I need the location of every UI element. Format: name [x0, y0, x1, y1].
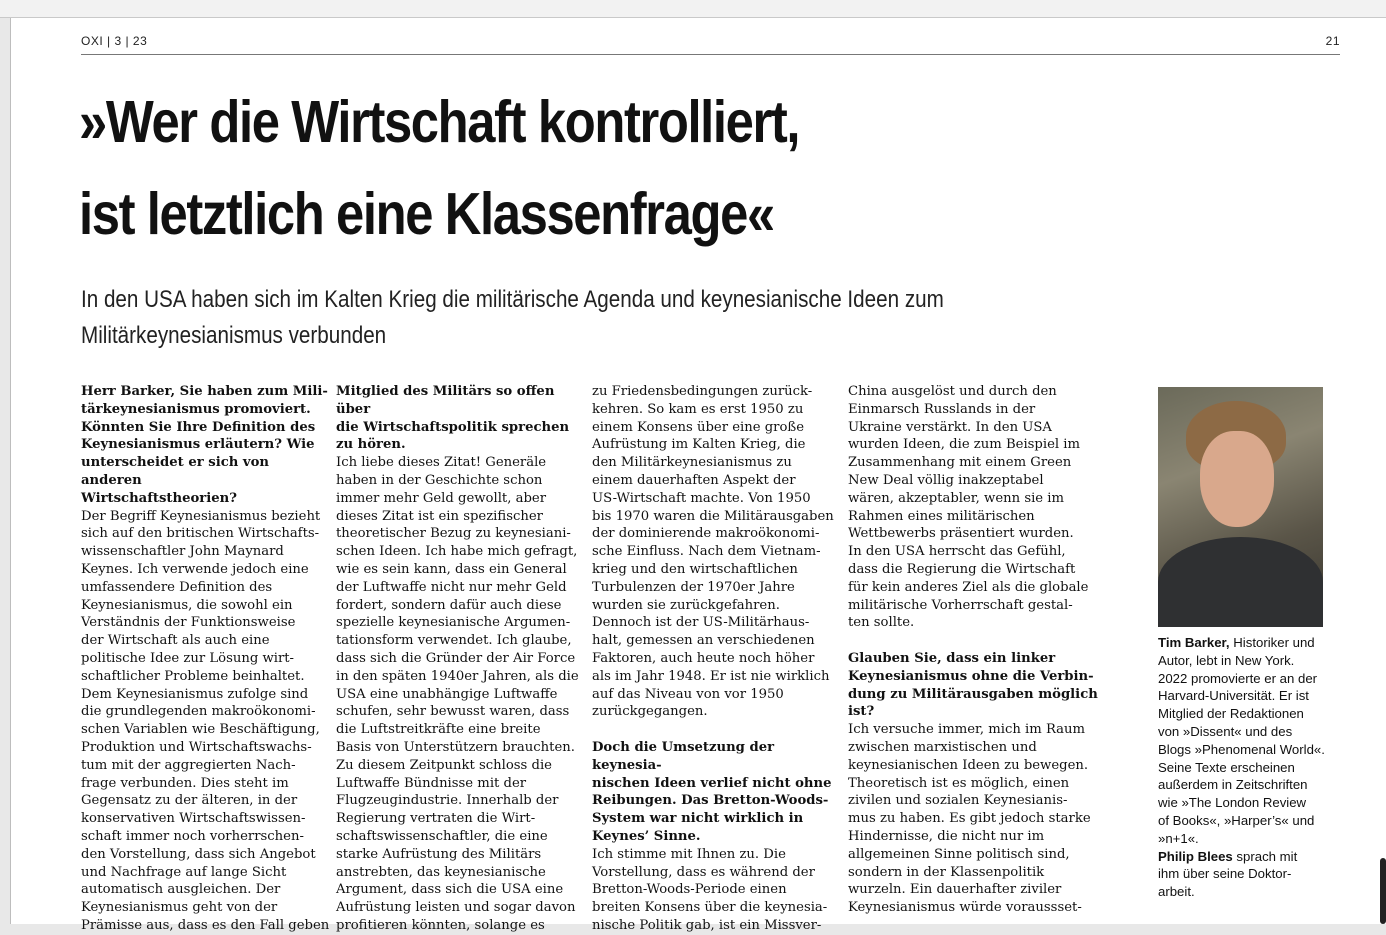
bio-text: Mitglied der Redaktionen — [1158, 706, 1304, 722]
question-line: Keynes’ Sinne. — [592, 828, 701, 844]
question-line: ist? — [848, 704, 875, 720]
question-line: Könnten Sie Ihre Definition des — [81, 419, 316, 435]
bio-line — [1158, 652, 1328, 670]
subtitle-line-2: Militärkeynesianismus verbunden — [81, 322, 387, 349]
answer-line: US-Wirtschaft machte. Von 1950 — [592, 490, 811, 506]
answer-line: in den späten 1940er Jahren, als die — [336, 668, 579, 684]
answer-line: wären, akzeptabler, wenn sie im — [848, 490, 1065, 506]
bio-text: Harvard-Universität. Er ist — [1158, 688, 1309, 704]
answer-line: Keynesianismus geht von der — [81, 900, 278, 916]
question-line: die Wirtschaftspolitik sprechen — [336, 419, 570, 435]
bio-line — [1158, 883, 1328, 901]
author-photo — [1158, 387, 1323, 608]
answer-line: Ich stimme mit Ihnen zu. Die — [592, 846, 786, 862]
answer-line: breiten Konsens über die keynesia- — [592, 900, 828, 916]
question-line: Keynesianismus ohne die Verbin- — [848, 668, 1094, 684]
answer-line: Flugzeugindustrie. Innerhalb der — [336, 793, 559, 809]
answer-line: Zusammenhang mit einem Green — [848, 455, 1072, 471]
answer-line: mus zu haben. Es gibt jedoch starke — [848, 811, 1091, 827]
answer-line: Einmarsch Russlands in der — [848, 401, 1036, 417]
question-line: zu hören. — [336, 437, 406, 453]
scrollbar-thumb[interactable] — [1380, 858, 1386, 924]
answer-line: zwischen marxistischen und — [848, 739, 1037, 755]
bio-text: 2022 promovierte er an der — [1158, 670, 1318, 686]
answer-line: einem Konsens über eine große — [592, 419, 805, 435]
bio-line — [1158, 830, 1328, 848]
answer-line: Luftwaffe Bündnisse mit der — [336, 775, 527, 791]
answer-line: als im Jahr 1948. Er ist nie wirklich — [592, 668, 830, 684]
magazine-page — [10, 18, 1386, 933]
answer-line: Rahmen eines militärischen — [848, 508, 1035, 524]
answer-line: automatisch ausgleichen. Der — [81, 882, 281, 898]
answer-line: Aufrüstung im Kalten Krieg, die — [592, 437, 806, 453]
answer-line: Regierung vertraten die Wirt- — [336, 811, 536, 827]
answer-line: Wettbewerbs präsentiert wurden. — [848, 526, 1074, 542]
bio-line — [1158, 812, 1328, 830]
answer-line: halt, gemessen an verschiedenen — [592, 633, 815, 649]
answer-line: zurückgegangen. — [592, 704, 708, 720]
bio-text: Autor, lebt in New York. — [1158, 652, 1295, 668]
folio-issue: OXI | 3 | 23 — [81, 34, 148, 48]
answer-line: Ich versuche immer, mich im Raum — [848, 722, 1086, 738]
bio-text: außerdem in Zeitschriften — [1158, 777, 1308, 793]
answer-line: schaft immer noch vorherrschen- — [81, 828, 304, 844]
subtitle-line-1: In den USA haben sich im Kalten Krieg die militärische Agenda und keynesianische Ideen zum — [81, 286, 944, 313]
question-line: nischen Ideen verlief nicht ohne — [592, 775, 832, 791]
answer-line: Hindernisse, die nicht nur im — [848, 828, 1045, 844]
answer-line: dieses Zitat ist ein spezifischer — [336, 508, 543, 524]
bio-line — [1158, 794, 1328, 812]
bio-text: of Books«, »Harper’s« und — [1158, 812, 1315, 828]
bio-text: arbeit. — [1158, 884, 1195, 900]
answer-line: Bretton-Woods-Periode einen — [592, 882, 787, 898]
answer-line: konservativen Wirtschaftswissen- — [81, 811, 306, 827]
answer-line: wissenschaftler John Maynard — [81, 544, 284, 560]
answer-line: Ukraine verstärkt. In den USA — [848, 419, 1052, 435]
photo-shoulders — [1158, 537, 1323, 627]
bio-text: ihm über seine Doktor- — [1158, 866, 1292, 882]
answer-line: spezielle keynesianische Argumen- — [336, 615, 571, 631]
viewer-toolbar — [0, 0, 1386, 18]
answer-line: keynesianischen Ideen zu bewegen. — [848, 757, 1089, 773]
answer-line: auf das Niveau von vor 1950 — [592, 686, 784, 702]
question-line: unterscheidet er sich von anderen — [81, 455, 269, 488]
answer-line: für kein anderes Ziel als die globale — [848, 579, 1089, 595]
bio-line — [1158, 776, 1328, 794]
answer-line: USA eine unabhängige Luftwaffe — [336, 686, 558, 702]
answer-line: zu Friedensbedingungen zurück- — [592, 384, 813, 399]
bio-line — [1158, 687, 1328, 705]
answer-line: Dem Keynesianismus zufolge sind — [81, 686, 309, 702]
answer-line: schaftlicher Probleme beinhaltet. — [81, 668, 305, 684]
answer-line: die Luftstreitkräfte eine breite — [336, 722, 541, 738]
bio-line — [1158, 741, 1328, 759]
answer-line: schufen, sehr bewusst waren, dass — [336, 704, 570, 720]
answer-line: die grundlegenden makroökonomi- — [81, 704, 316, 720]
author-bio — [1158, 634, 1328, 901]
bio-line — [1158, 848, 1328, 866]
answer-line: China ausgelöst und durch den — [848, 384, 1057, 399]
bio-text: sprach mit — [1232, 848, 1298, 864]
answer-line: immer mehr Geld gewollt, aber — [336, 490, 547, 506]
answer-line: schaftswissenschaftler, die eine — [336, 828, 548, 844]
article-subtitle — [81, 282, 944, 354]
answer-line: sondern in der Klassenpolitik — [848, 864, 1045, 880]
bio-line — [1158, 865, 1328, 883]
bio-text: von »Dissent« und des — [1158, 723, 1293, 739]
question-line: Herr Barker, Sie haben zum Mili- — [81, 384, 328, 399]
answer-line: tationsform verwendet. Ich glaube, — [336, 633, 572, 649]
bio-text: Historiker und — [1229, 635, 1315, 650]
answer-line: Der Begriff Keynesianismus bezieht — [81, 508, 321, 524]
title-line-2: ist letztlich eine Klassenfrage« — [79, 181, 774, 247]
paragraph-gap — [848, 632, 1098, 650]
answer-line: der Luftwaffe nicht nur mehr Geld — [336, 579, 567, 595]
header-rule — [81, 54, 1340, 55]
question-line: Keynesianismus erläutern? Wie — [81, 437, 315, 453]
answer-line: starke Aufrüstung des Militärs — [336, 846, 542, 862]
answer-line: schen Ideen. Ich habe mich gefragt, — [336, 544, 578, 560]
question-line: Doch die Umsetzung der keynesia- — [592, 739, 775, 773]
answer-line: sich auf den britischen Wirtschafts- — [81, 526, 320, 542]
photo-face — [1200, 431, 1274, 527]
answer-line: umfassendere Definition des — [81, 579, 273, 595]
bio-name: Tim Barker, — [1158, 635, 1230, 650]
answer-line: politische Idee zur Lösung wirt- — [81, 650, 295, 666]
answer-line: allgemeinen Sinne politisch sind, — [848, 846, 1070, 862]
answer-line: der dominierende makroökonomi- — [592, 526, 820, 542]
bio-line — [1158, 705, 1328, 723]
answer-line: Ich liebe dieses Zitat! Generäle — [336, 455, 547, 471]
title-line-1: »Wer die Wirtschaft kontrolliert, — [79, 89, 800, 155]
bio-line — [1158, 634, 1328, 652]
answer-line: Basis von Unterstützern brauchten. — [336, 739, 575, 755]
bio-line — [1158, 759, 1328, 777]
article-title — [79, 76, 1094, 260]
answer-line: anstrebten, das keynesianische — [336, 864, 546, 880]
answer-line: Gegensatz zu der älteren, in der — [81, 793, 298, 809]
question-line: tärkeynesianismus promoviert. — [81, 401, 311, 417]
bio-name: Philip Blees — [1158, 848, 1233, 864]
answer-line: Keynes. Ich verwende jedoch eine — [81, 561, 309, 577]
answer-line: bis 1970 waren die Militärausgaben — [592, 508, 834, 524]
question-line: dung zu Militärausgaben möglich — [848, 686, 1098, 702]
answer-line: einem dauerhaften Aspekt der — [592, 472, 796, 488]
answer-line: Faktoren, auch heute noch höher — [592, 650, 815, 666]
answer-line: Vorstellung, dass es während der — [592, 864, 815, 880]
answer-line: Argument, dass sich die USA eine — [336, 882, 564, 898]
question-line: Glauben Sie, dass ein linker — [848, 650, 1056, 666]
answer-line: wurden sie zurückgefahren. — [592, 597, 780, 613]
answer-line: dass die Regierung die Wirtschaft — [848, 561, 1076, 577]
paragraph-gap — [592, 721, 842, 739]
answer-line: tum mit der aggregierten Nach- — [81, 757, 296, 773]
answer-line: Prämisse aus, dass es den Fall geben — [81, 917, 330, 933]
answer-line: wie es sein kann, dass ein General — [336, 561, 567, 577]
bio-text: Blogs »Phenomenal World«. — [1158, 741, 1325, 757]
bio-line — [1158, 723, 1328, 741]
answer-line: den Militärkeynesianismus zu — [592, 455, 792, 471]
answer-line: In den USA herrscht das Gefühl, — [848, 544, 1066, 560]
answer-line: Verständnis der Funktionsweise — [81, 615, 296, 631]
answer-line: nische Politik gab, ist ein Missver- — [592, 917, 822, 933]
answer-line: Keynesianismus, die sowohl ein — [81, 597, 293, 613]
answer-line: Dennoch ist der US-Militärhaus- — [592, 615, 810, 631]
answer-line: zivilen und sozialen Keynesianis- — [848, 793, 1068, 809]
answer-line: Produktion und Wirtschaftswachs- — [81, 739, 312, 755]
question-line: System war nicht wirklich in — [592, 811, 804, 827]
answer-line: theoretischer Bezug zu keynesiani- — [336, 526, 571, 542]
answer-line: schen Variablen wie Beschäftigung, — [81, 722, 320, 738]
question-line: Reibungen. Das Bretton-Woods- — [592, 793, 829, 809]
answer-line: Aufrüstung leisten und sogar davon — [336, 900, 576, 916]
answer-line: militärische Vorherrschaft gestal- — [848, 597, 1073, 613]
answer-line: der Wirtschaft als auch eine — [81, 633, 270, 649]
answer-line: dass sich die Gründer der Air Force — [336, 650, 576, 666]
answer-line: profitieren könnten, solange es — [336, 917, 545, 933]
bio-text: wie »The London Review — [1158, 795, 1307, 811]
question-line: Mitglied des Militärs so offen über — [336, 384, 555, 417]
answer-line: sche Einfluss. Nach dem Vietnam- — [592, 544, 821, 560]
text-column-1 — [81, 383, 331, 935]
bio-line — [1158, 670, 1328, 688]
answer-line: Keynesianismus würde voraussset- — [848, 900, 1082, 916]
answer-line: Zu diesem Zeitpunkt schloss die — [336, 757, 552, 773]
answer-line: Theoretisch ist es möglich, einen — [848, 775, 1070, 791]
answer-line: wurden Ideen, die zum Beispiel im — [848, 437, 1081, 453]
answer-line: krieg und den wirtschaftlichen — [592, 561, 798, 577]
answer-line: New Deal völlig inakzeptabel — [848, 472, 1044, 488]
bio-text: »n+1«. — [1158, 830, 1199, 846]
answer-line: haben in der Geschichte schon — [336, 472, 543, 488]
answer-line: fordert, sondern dafür auch diese — [336, 597, 562, 613]
answer-line: ten sollte. — [848, 615, 915, 631]
answer-line: frage verbunden. Dies steht im — [81, 775, 289, 791]
answer-line: Turbulenzen der 1970er Jahre — [592, 579, 795, 595]
answer-line: wurzeln. Ein dauerhafter ziviler — [848, 882, 1062, 898]
text-column-3 — [592, 383, 842, 935]
text-column-2 — [336, 383, 586, 935]
answer-line: den Vorstellung, dass sich Angebot — [81, 846, 316, 862]
answer-line: und Nachfrage auf lange Sicht — [81, 864, 287, 880]
page-number: 21 — [1325, 34, 1340, 48]
question-line: Wirtschaftstheorien? — [81, 490, 237, 506]
text-column-4 — [848, 383, 1098, 917]
answer-line: kehren. So kam es erst 1950 zu — [592, 401, 804, 417]
bio-text: Seine Texte erscheinen — [1158, 759, 1295, 775]
